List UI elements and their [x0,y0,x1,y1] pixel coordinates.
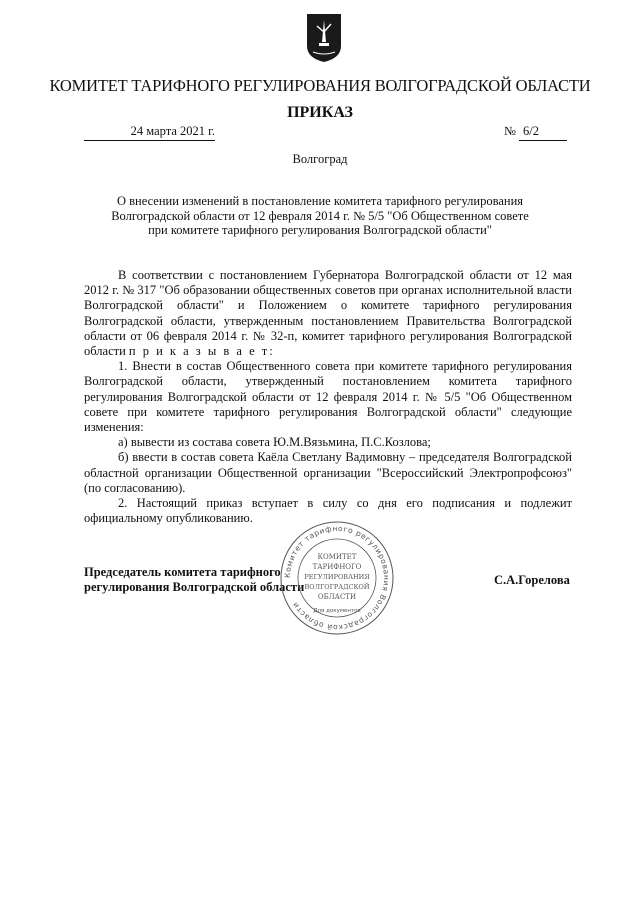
order-body [84,268,572,526]
subject-line: при комитете тарифного регулирования Волгоградской области" [148,223,492,237]
item-1: 1. Внести в состав Общественного совета при комитете тарифного регулирования Волгоградской области, утвержденный постановлением комитета тарифного регулирования Волгоградской области от 12 февраля 2014 г. № 5/5 "Об Общественном совете при комитете тарифного регулирования Волгоградской области" следующие изменения: [84,359,572,435]
subject-line: О внесении изменений в постановление комитета тарифного регулирования [116,194,524,208]
position-line: регулирования Волгоградской области [84,580,305,594]
order-number: 6/2 [519,124,567,141]
svg-text:КОМИТЕТ: КОМИТЕТ [317,553,357,561]
coat-of-arms-icon [305,12,343,64]
preamble-paragraph [84,268,572,359]
stamp-ring-text: Комитет тарифного регулирования Волгоградской области [282,523,392,633]
order-subject [100,194,540,238]
order-word: п р и к а з ы в а е т: [128,344,275,359]
city: Волгоград [292,152,348,166]
svg-text:ВОЛГОГРАДСКОЙ: ВОЛГОГРАДСКОЙ [304,583,370,591]
item-2: 2. Настоящий приказ вступает в силу со дня его подписания и подлежит официальному опубликованию. [84,496,572,526]
organization-name: КОМИТЕТ ТАРИФНОГО РЕГУЛИРОВАНИЯ ВОЛГОГРАДСКОЙ ОБЛАСТИ [49,76,591,95]
preamble-text: В соответствии с постановлением Губернатора Волгоградской области от 12 мая 2012 г. № 317 "Об образовании общественных советов при органах исполнительной власти Волгоградской области" и Положением о комитете тарифного регулирования Волгоградской области, утвержденным постановлением Правительства Волгоградской области от 06 февраля 2014 г. № 32-п, комитет тарифного регулирования Волгоградской области [84,268,572,359]
official-stamp [278,519,396,637]
order-date: 24 марта 2021 г. [84,124,215,141]
item-1a: а) вывести из состава совета Ю.М.Вязьмина, П.С.Козлова; [118,435,431,450]
signatory-position [84,565,304,595]
order-number-label: № [504,124,516,138]
svg-text:РЕГУЛИРОВАНИЯ: РЕГУЛИРОВАНИЯ [304,573,370,581]
svg-text:ОБЛАСТИ: ОБЛАСТИ [317,593,357,601]
subject-line: Волгоградской области от 12 февраля 2014 г. № 5/5 "Об Общественном совете [111,208,529,223]
signatory-name: С.А.Горелова [494,573,570,587]
svg-text:Для документов: Для документов [313,608,361,614]
position-line: Председатель комитета тарифного [84,565,281,579]
item-1b: б) ввести в состав совета Каёла Светлану Вадимовну – председателя Волгоградской областной организации Общественной организации "Всероссийский Электропрофсоюз" (по согласованию). [84,450,572,495]
document-type: ПРИКАЗ [287,104,353,121]
svg-text:ТАРИФНОГО: ТАРИФНОГО [312,563,362,571]
